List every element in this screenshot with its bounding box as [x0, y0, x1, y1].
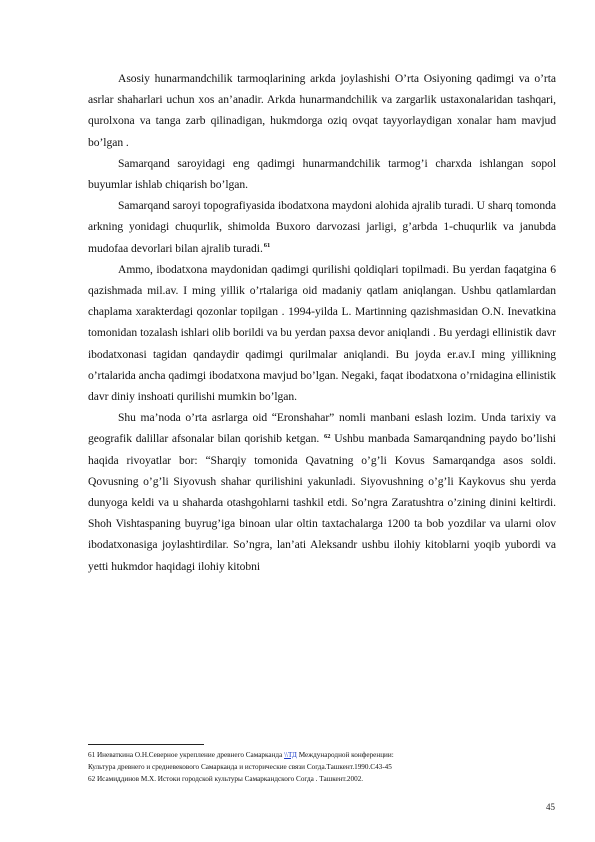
footnote-61-continuation: Культура древнего и средневекового Самарканда и исторические связи Согда.Ташкент.1990.С43-45 — [88, 763, 392, 771]
paragraph-1 — [88, 68, 556, 153]
footnote-61-link[interactable]: \\ТД — [284, 751, 297, 759]
page-number: 45 — [546, 802, 555, 812]
paragraph-5-text-b: Ushbu manbada Samarqandning paydo bo’lishi haqida rivoyatlar bor: “Sharqiy tomonida Qavatning o’g’li Kovus Samarqandga asos soldi. Qovusning o’g’li Siyovush shahar qurilishini yakunladi. Siyovushning o’g’li Kaykovus shu yerda dunyoga keldi va u shaharda otashgohlarni tashkil etdi. So’ngra Zaratushtra o’zining dinini keltirdi. Shoh Vishtaspaning buyrug’iga binoan ular oltin taxtachalarga 1200 ta bob yozdilar va ularni olov ibodatxonasiga joylashtirdilar. So’ngra, lan’ati Aleksandr ushbu ilohiy kitoblarni yoqib yubordi va yetti hukmdor haqidagi ilohiy kitobni — [88, 432, 556, 573]
footnote-ref-61[interactable]: 61 — [263, 241, 271, 249]
paragraph-2-text: Samarqand saroyidagi eng qadimgi hunarmandchilik tarmog’i charxda ishlangan sopol buyumlar ishlab chiqarish bo’lgan. — [88, 156, 556, 192]
paragraph-2 — [88, 153, 556, 195]
paragraph-4 — [88, 259, 556, 407]
footnote-ref-62[interactable]: 62 — [324, 432, 331, 440]
paragraph-1-text: Asosiy hunarmandchilik tarmoqlarining arkda joylashishi O’rta Osiyoning qadimgi va o’rta asrlar shaharlari uchun xos an’anadir. Arkda hunarmandchilik va zargarlik ustaxonalaridan tashqari, qurolxona va tanga zarb qilinadigan, hukmdorga oziq ovqat tayyorlaydigan xonalar ham mavjud bo’lgan . — [88, 72, 556, 149]
paragraph-5-text-a: Shu ma’noda o’rta asrlarga oid “Eronshahar” nomli manbani eslash lozim. Unda tarixiy va geografik dalillar afsonalar bilan qorishib ketgan. — [88, 411, 556, 446]
paragraph-5 — [88, 407, 556, 577]
paragraph-3 — [88, 195, 556, 259]
main-text — [88, 68, 556, 577]
paragraph-4-text: Ammo, ibodatxona maydonidan qadimgi qurilishi qoldiqlari topilmadi. Bu yerdan faqatgina 6 qazishmada mil.av. I ming yillik o’rtalariga oid madaniy qatlam aniqlangan. Ushbu qatlamlardan chaplama xarakterdagi qozonlar topilgan . 1994-yilda L. Martinning qazishmasidan O.N. Inevatkina tomonidan tozalash ishlari olib borildi va bu yerdan paxsa devor aniqlandi . Bu yerdagi ellinistik davr ibodatxonasi tagidan qandaydir qadimgi qurilmalar aniqlandi. Bu joyda er.av.I ming yillikning o’rtalarida ancha qadimgi ibodatxona mavjud bo’lgan. Negaki, faqat ibodatxona o’rnidagina ellinistik davr diniy inshoati qurilishi mumkin bo’lgan. — [88, 262, 556, 404]
footnote-61 — [88, 749, 558, 761]
footnote-62: 62 Исамиддинов М.Х. Истоки городской культуры Самаркандского Согда . Ташкент.2002. — [88, 775, 364, 783]
footnote-separator — [88, 744, 204, 745]
footnote-61-text-a: 61 Иневаткина О.Н.Северное укрепление древнего Самарканда — [88, 751, 285, 759]
footnotes — [88, 749, 558, 785]
footnote-61-text-b: Международной конференции: — [296, 751, 394, 759]
paragraph-3-text: Samarqand saroyi topografiyasida ibodatxona maydoni alohida ajralib turadi. U sharq tomonda arkning yonidagi chuqurlik, shimolda Buxoro darvozasi jarligi, g’arbda 1-chuqurlik va janubda mudofaa devorlari bilan ajralib turadi. — [88, 199, 556, 255]
